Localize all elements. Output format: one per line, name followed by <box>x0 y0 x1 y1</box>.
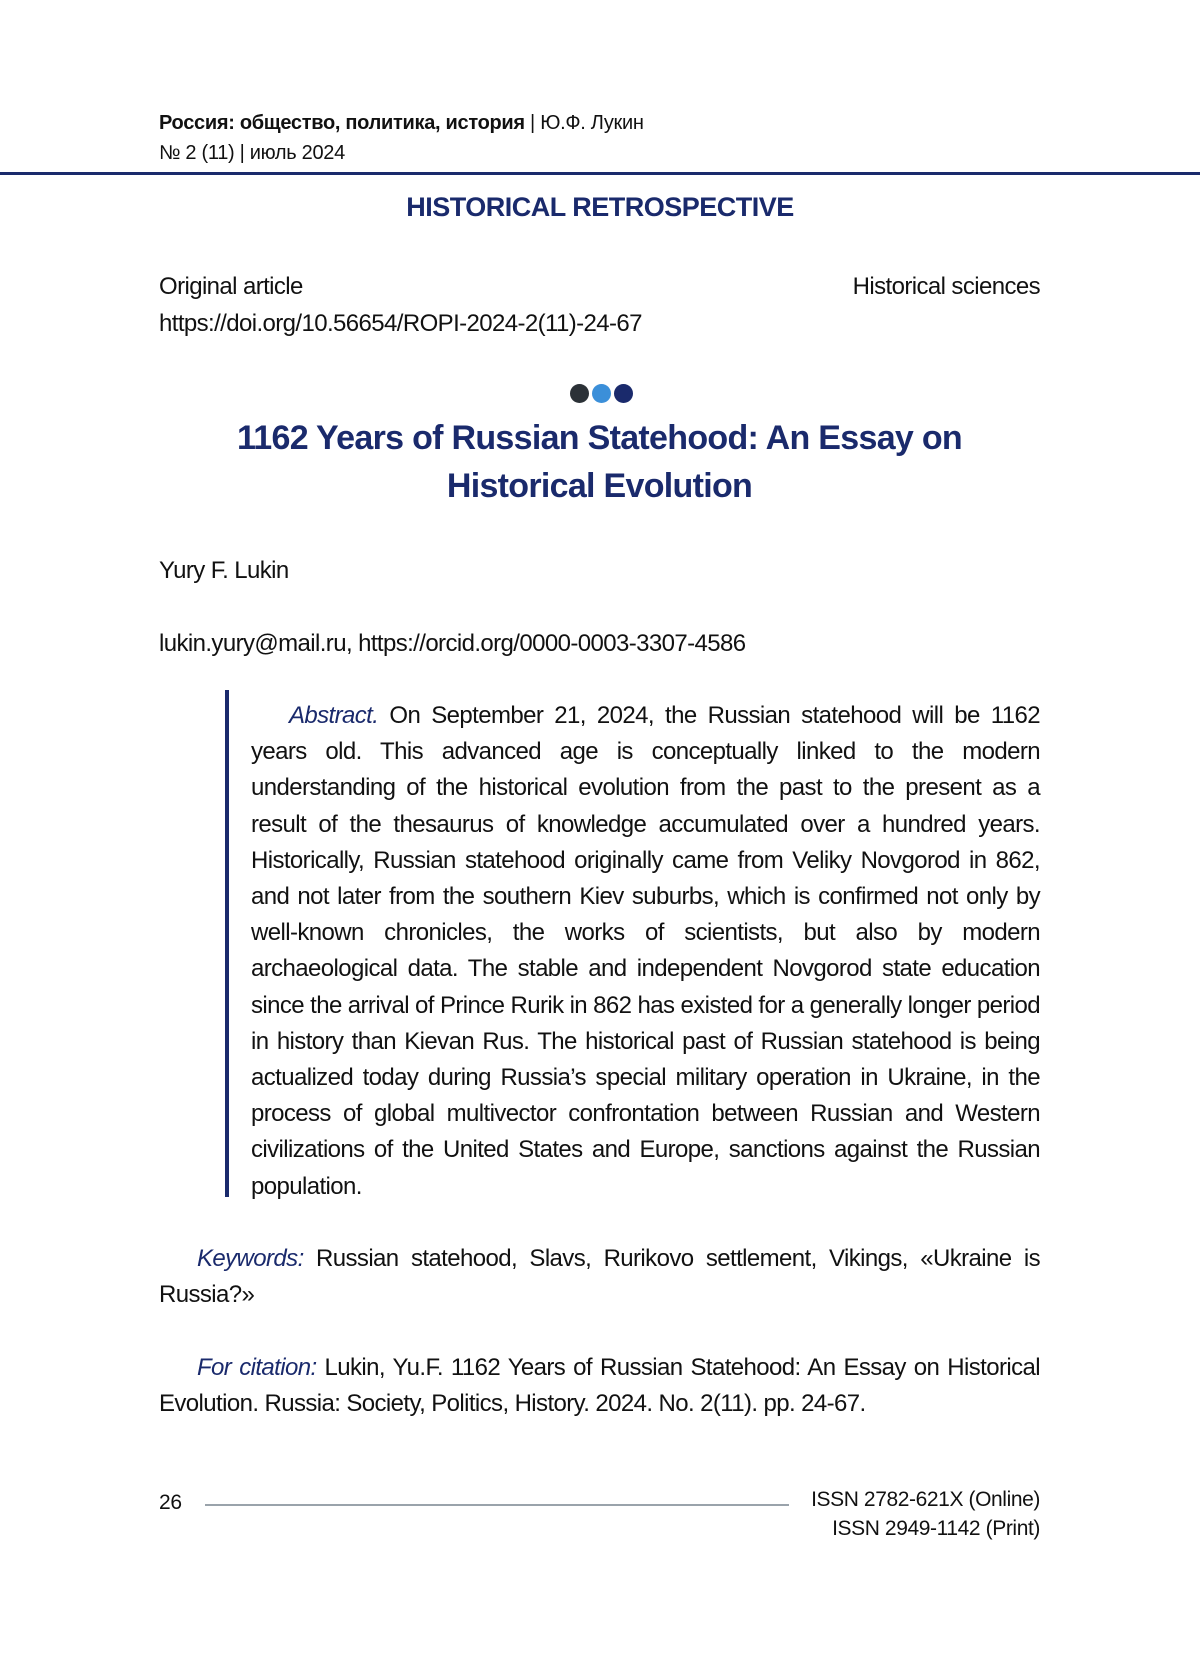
keywords <box>159 1241 1040 1313</box>
running-head-line-1 <box>159 108 644 138</box>
keywords-text: Russian statehood, Slavs, Rurikovo settlement, Vikings, «Ukraine is Russia?» <box>159 1245 1040 1308</box>
section-title: HISTORICAL RETROSPECTIVE <box>406 192 794 222</box>
article-field: Historical sciences <box>852 273 1040 300</box>
article-meta <box>159 268 642 342</box>
citation-label: For citation: <box>197 1354 317 1381</box>
article-title: 1162 Years of Russian Statehood: An Essay on Historical Evolution <box>236 419 963 505</box>
citation <box>159 1350 1040 1422</box>
issue-info: № 2 (11) | июль 2024 <box>159 142 345 164</box>
journal-name: Россия: общество, политика, история <box>159 112 525 134</box>
running-head-author: Ю.Ф. Лукин <box>540 112 644 134</box>
ornament-dots <box>570 384 633 403</box>
running-head <box>159 108 644 168</box>
abstract-label: Abstract. <box>289 702 379 729</box>
author-contacts[interactable]: lukin.yury@mail.ru, https://orcid.org/0000-0003-3307-4586 <box>159 630 746 657</box>
abstract-text: On September 21, 2024, the Russian statehood will be 1162 years old. This advanced age is conceptually linked to the modern understanding of the historical evolution from the past to the present as a result of the thesaurus of knowledge accumulated over a hundred years. Historically, Russian statehood originally came from Veliky Novgorod in 862, and not later from the southern Kiev suburbs, which is confirmed not only by well-known chronicles, the works of scientists, but also by modern archaeological data. The stable and independent Novgorod state education since the arrival of Prince Rurik in 862 has existed for a generally longer period in history than Kievan Rus. The historical past of Russian statehood is being actualized today during Russia’s special military operation in Ukraine, in the process of global multivector confrontation between Russian and Western civilizations of the United States and Europe, sanctions against the Russian population. <box>251 702 1040 1200</box>
author-name: Yury F. Lukin <box>159 557 289 584</box>
page-number: 26 <box>159 1491 182 1514</box>
keywords-label: Keywords: <box>197 1245 304 1272</box>
ornament-dot-dark <box>570 384 589 403</box>
ornament-dot-navy <box>614 384 633 403</box>
header-divider <box>0 172 1200 175</box>
ornament-dot-light-blue <box>592 384 611 403</box>
abstract-side-bar <box>225 690 229 1197</box>
issn-block <box>811 1485 1040 1543</box>
issn-online: ISSN 2782-621X (Online) <box>811 1488 1040 1511</box>
article-type: Original article <box>159 273 303 300</box>
running-head-separator: | <box>524 112 541 134</box>
citation-text: Lukin, Yu.F. 1162 Years of Russian Statehood: An Essay on Historical Evolution. Russia: Society, Politics, History. 2024. No. 2(11). pp. 24-67. <box>159 1354 1040 1417</box>
issn-print: ISSN 2949-1142 (Print) <box>832 1517 1040 1540</box>
footer-divider <box>205 1504 789 1506</box>
article-doi[interactable]: https://doi.org/10.56654/ROPI-2024-2(11)-24-67 <box>159 310 642 337</box>
abstract <box>251 698 1040 1205</box>
